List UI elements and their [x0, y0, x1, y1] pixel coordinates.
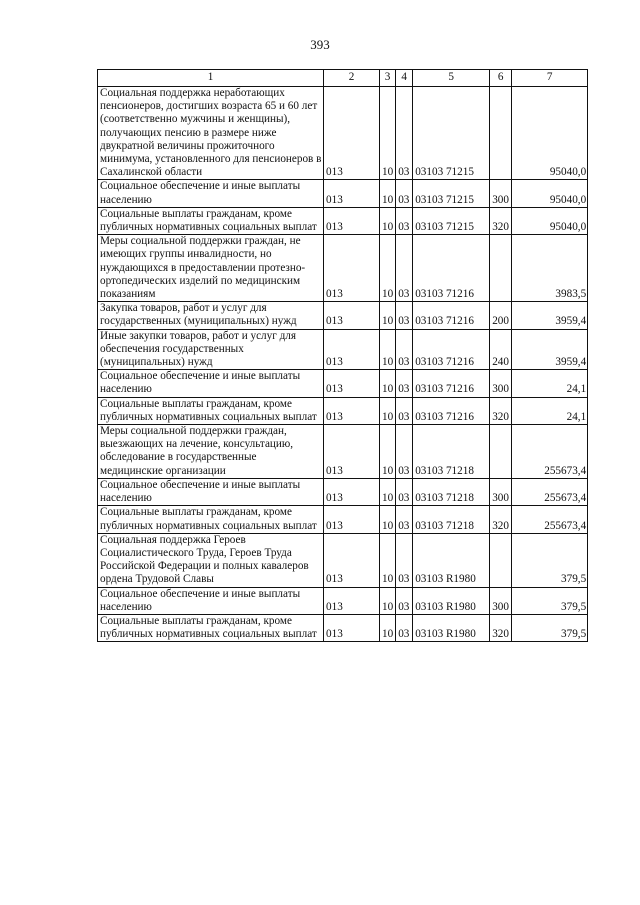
row-ministry-code: 013: [324, 425, 380, 479]
row-section: 10: [380, 614, 396, 641]
row-ministry-code: 013: [324, 329, 380, 370]
row-expense-type: 240: [490, 329, 512, 370]
row-name: Социальная поддержка неработающих пенсионеров, достигших возраста 65 и 60 лет (соответственно мужчины и женщины), получающих пенсию в размере ниже двукратной величины прожиточного минимума, установленного для пенсионеров в Сахалинской области: [98, 87, 324, 180]
row-section: 10: [380, 180, 396, 207]
row-amount: 379,5: [512, 614, 588, 641]
row-name: Социальная поддержка Героев Социалистического Труда, Героев Труда Российской Федерации и полных кавалеров ордена Трудовой Славы: [98, 533, 324, 587]
header-col-2: 2: [324, 70, 380, 87]
row-section: 10: [380, 207, 396, 234]
row-amount: 255673,4: [512, 506, 588, 533]
row-section: 10: [380, 397, 396, 424]
row-target-article: 03103 71215: [413, 180, 490, 207]
row-target-article: 03103 71216: [413, 329, 490, 370]
row-section: 10: [380, 87, 396, 180]
row-ministry-code: 013: [324, 87, 380, 180]
row-name: Социальные выплаты гражданам, кроме публичных нормативных социальных выплат: [98, 207, 324, 234]
row-ministry-code: 013: [324, 506, 380, 533]
row-target-article: 03103 R1980: [413, 614, 490, 641]
header-col-3: 3: [380, 70, 396, 87]
row-subsection: 03: [396, 180, 413, 207]
table-body: [98, 87, 588, 642]
table-row: [98, 370, 588, 397]
row-name: Меры социальной поддержки граждан, не имеющих группы инвалидности, но нуждающихся в предоставлении протезно-ортопедических изделий по медицинским показаниям: [98, 235, 324, 302]
row-subsection: 03: [396, 614, 413, 641]
table-row: [98, 207, 588, 234]
row-target-article: 03103 71218: [413, 478, 490, 505]
row-name: Социальное обеспечение и иные выплаты населению: [98, 180, 324, 207]
row-amount: 24,1: [512, 397, 588, 424]
table-row: [98, 587, 588, 614]
table-row: [98, 425, 588, 479]
table-row: [98, 506, 588, 533]
table-row: [98, 478, 588, 505]
row-name: Социальное обеспечение и иные выплаты населению: [98, 587, 324, 614]
row-expense-type: 300: [490, 478, 512, 505]
table-row: [98, 329, 588, 370]
row-section: 10: [380, 533, 396, 587]
table-row: [98, 235, 588, 302]
row-subsection: 03: [396, 235, 413, 302]
row-expense-type: 320: [490, 207, 512, 234]
row-amount: 3983,5: [512, 235, 588, 302]
row-subsection: 03: [396, 370, 413, 397]
row-subsection: 03: [396, 587, 413, 614]
row-amount: 95040,0: [512, 180, 588, 207]
row-section: 10: [380, 329, 396, 370]
header-col-4: 4: [396, 70, 413, 87]
row-ministry-code: 013: [324, 370, 380, 397]
row-ministry-code: 013: [324, 235, 380, 302]
row-ministry-code: 013: [324, 587, 380, 614]
row-section: 10: [380, 506, 396, 533]
header-row: [98, 70, 588, 87]
row-name: Социальное обеспечение и иные выплаты населению: [98, 478, 324, 505]
row-name: Социальное обеспечение и иные выплаты населению: [98, 370, 324, 397]
row-target-article: 03103 71216: [413, 397, 490, 424]
row-ministry-code: 013: [324, 533, 380, 587]
row-name: Социальные выплаты гражданам, кроме публичных нормативных социальных выплат: [98, 506, 324, 533]
row-expense-type: 200: [490, 302, 512, 329]
row-subsection: 03: [396, 478, 413, 505]
row-subsection: 03: [396, 302, 413, 329]
row-expense-type: 300: [490, 180, 512, 207]
row-section: 10: [380, 302, 396, 329]
row-ministry-code: 013: [324, 180, 380, 207]
header-col-6: 6: [490, 70, 512, 87]
row-subsection: 03: [396, 533, 413, 587]
row-name: Меры социальной поддержки граждан, выезжающих на лечение, консультацию, обследование в государственные медицинские организации: [98, 425, 324, 479]
row-ministry-code: 013: [324, 397, 380, 424]
row-target-article: 03103 71218: [413, 506, 490, 533]
row-ministry-code: 013: [324, 614, 380, 641]
row-target-article: 03103 R1980: [413, 587, 490, 614]
row-target-article: 03103 71218: [413, 425, 490, 479]
row-section: 10: [380, 425, 396, 479]
row-expense-type: [490, 87, 512, 180]
header-col-7: 7: [512, 70, 588, 87]
row-subsection: 03: [396, 87, 413, 180]
row-section: 10: [380, 235, 396, 302]
row-subsection: 03: [396, 506, 413, 533]
row-target-article: 03103 71215: [413, 87, 490, 180]
row-amount: 379,5: [512, 533, 588, 587]
row-amount: 379,5: [512, 587, 588, 614]
row-expense-type: 300: [490, 370, 512, 397]
row-amount: 95040,0: [512, 207, 588, 234]
row-target-article: 03103 71215: [413, 207, 490, 234]
row-section: 10: [380, 587, 396, 614]
row-expense-type: 320: [490, 397, 512, 424]
row-section: 10: [380, 370, 396, 397]
row-name: Иные закупки товаров, работ и услуг для обеспечения государственных (муниципальных) нужд: [98, 329, 324, 370]
row-amount: 3959,4: [512, 329, 588, 370]
row-subsection: 03: [396, 397, 413, 424]
row-name: Закупка товаров, работ и услуг для государственных (муниципальных) нужд: [98, 302, 324, 329]
row-expense-type: [490, 235, 512, 302]
table-row: [98, 397, 588, 424]
row-target-article: 03103 71216: [413, 302, 490, 329]
table-row: [98, 87, 588, 180]
row-name: Социальные выплаты гражданам, кроме публичных нормативных социальных выплат: [98, 397, 324, 424]
budget-table: [97, 69, 588, 642]
row-amount: 95040,0: [512, 87, 588, 180]
row-target-article: 03103 71216: [413, 235, 490, 302]
row-ministry-code: 013: [324, 478, 380, 505]
row-amount: 255673,4: [512, 425, 588, 479]
table-row: [98, 533, 588, 587]
row-expense-type: [490, 425, 512, 479]
row-expense-type: 300: [490, 587, 512, 614]
row-subsection: 03: [396, 425, 413, 479]
row-subsection: 03: [396, 329, 413, 370]
row-target-article: 03103 71216: [413, 370, 490, 397]
row-amount: 24,1: [512, 370, 588, 397]
header-col-5: 5: [413, 70, 490, 87]
table-row: [98, 614, 588, 641]
row-amount: 255673,4: [512, 478, 588, 505]
table-row: [98, 302, 588, 329]
row-ministry-code: 013: [324, 207, 380, 234]
header-col-1: 1: [98, 70, 324, 87]
row-expense-type: [490, 533, 512, 587]
row-subsection: 03: [396, 207, 413, 234]
row-expense-type: 320: [490, 506, 512, 533]
row-section: 10: [380, 478, 396, 505]
table-row: [98, 180, 588, 207]
table-header: [98, 70, 588, 87]
row-ministry-code: 013: [324, 302, 380, 329]
row-expense-type: 320: [490, 614, 512, 641]
row-amount: 3959,4: [512, 302, 588, 329]
row-target-article: 03103 R1980: [413, 533, 490, 587]
row-name: Социальные выплаты гражданам, кроме публичных нормативных социальных выплат: [98, 614, 324, 641]
page-number: 393: [310, 37, 330, 52]
